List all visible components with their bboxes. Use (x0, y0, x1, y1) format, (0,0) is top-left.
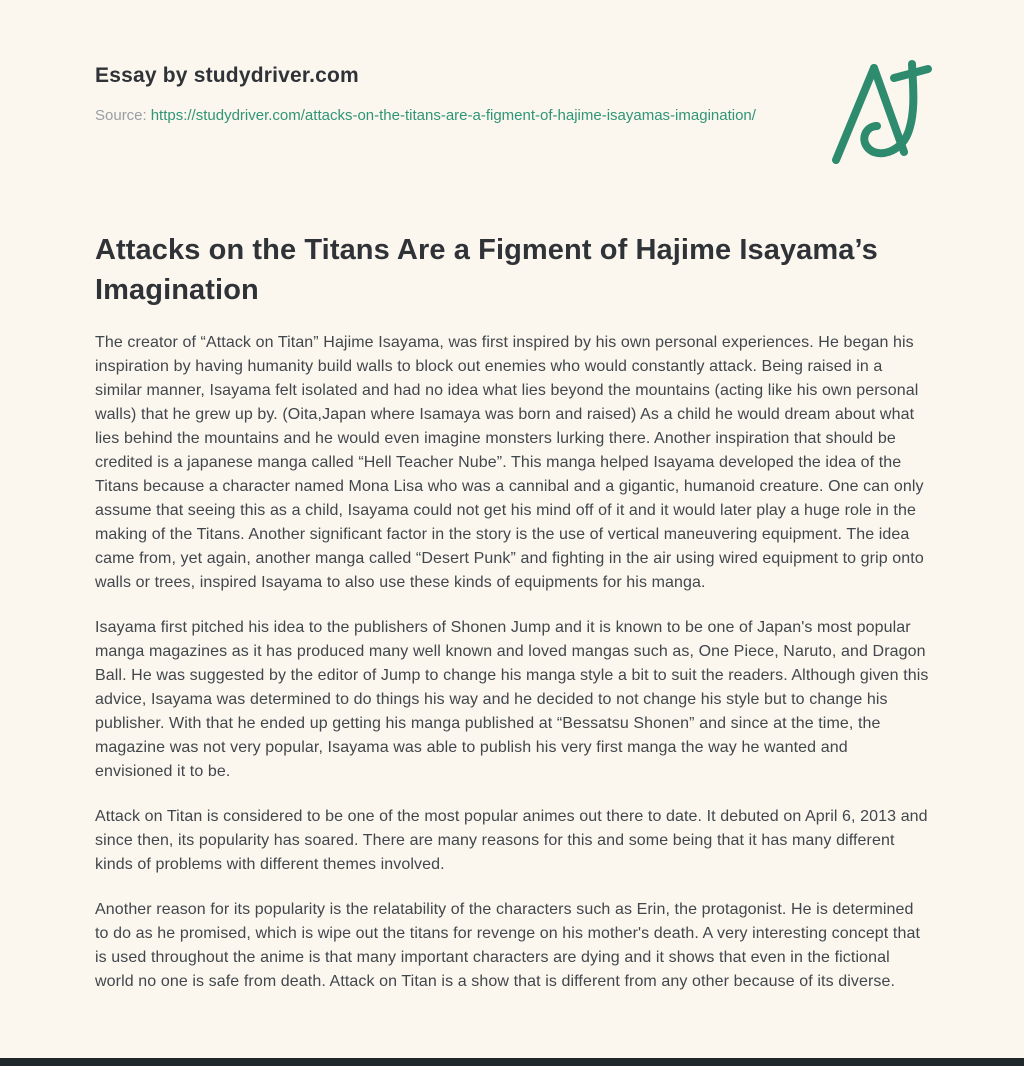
source-label: Source: (95, 107, 147, 124)
studydriver-aj-monogram-icon (830, 56, 934, 168)
article-title: Attacks on the Titans Are a Figment of Hajime Isayama’s Imagination (95, 234, 878, 306)
studydriver-logo (830, 56, 934, 168)
article-paragraph: Isayama first pitched his idea to the publishers of Shonen Jump and it is known to be one of Japan's most popular manga magazines as it has produced many well known and loved mangas such as, One Piece, Naruto, and Dragon Ball. He was suggested by the editor of Jump to change his manga style a bit to suit the readers. Although given this advice, Isayama was determined to do things his way and he decided to not change his style but to change his publisher. With that he ended up getting his manga published at “Bessatsu Shonen” and since at the time, the magazine was not very popular, Isayama was able to publish his very first manga the way he wanted and envisioned it to be. (95, 619, 929, 780)
essay-by-heading: Essay by studydriver.com (95, 64, 359, 87)
article-paragraph: The creator of “Attack on Titan” Hajime Isayama, was first inspired by his own personal experiences. He began his inspiration by having humanity build walls to block out enemies who would constantly attack. Being raised in a similar manner, Isayama felt isolated and had no idea what lies beyond the mountains (acting like his own personal walls) that he grew up by. (Oita,Japan where Isamaya was born and raised) As a child he would dream about what lies behind the mountains and he would even imagine monsters lurking there. Another inspiration that should be credited is a japanese manga called “Hell Teacher Nube”. This manga helped Isayama developed the idea of the Titans because a character named Mona Lisa who was a cannibal and a gigantic, humanoid creature. One can only assume that seeing this as a child, Isayama could not get his mind off of it and it would later play a huge role in the making of the Titans. Another significant factor in the story is the use of vertical maneuvering equipment. The idea came from, yet again, another manga called “Desert Punk” and fighting in the air using wired equipment to grip onto walls or trees, inspired Isayama to also use these kinds of equipments for his manga. (95, 334, 924, 591)
footer-bar (0, 1058, 1024, 1066)
article-paragraph: Attack on Titan is considered to be one of the most popular animes out there to date. It debuted on April 6, 2013 and since then, its popularity has soared. There are many reasons for this and some being that it has many different kinds of problems with different themes involved. (95, 808, 928, 873)
article-body (95, 331, 929, 994)
source-link[interactable]: https://studydriver.com/attacks-on-the-titans-are-a-figment-of-hajime-isayamas-imagination/ (150, 107, 756, 124)
article-paragraph: Another reason for its popularity is the relatability of the characters such as Erin, the protagonist. He is determined to do as he promised, which is wipe out the titans for revenge on his mother's death. A very interesting concept that is used throughout the anime is that many important characters are dying and it shows that even in the fictional world no one is safe from death. Attack on Titan is a show that is different from any other because of its diverse. (95, 901, 920, 990)
source-line (95, 104, 785, 127)
